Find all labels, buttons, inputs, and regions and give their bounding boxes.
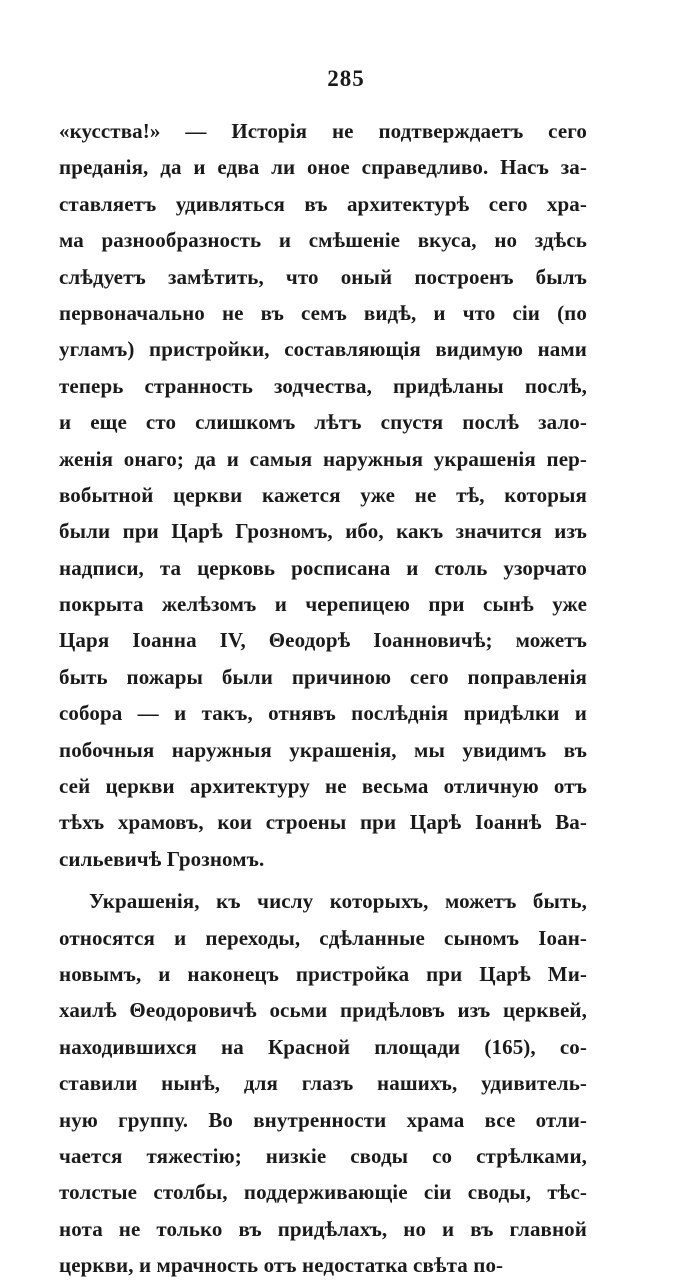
text-line: находившихся на Красной площади (165), со- <box>59 1034 587 1059</box>
text-line: относятся и переходы, сдѣланные сыномъ Іоан- <box>59 925 587 950</box>
text-line: побочныя наружныя украшенія, мы увидимъ въ <box>59 737 587 762</box>
text-line: женія онаго; да и самыя наружныя украшенія пер- <box>59 446 587 471</box>
text-line: толстые столбы, поддерживающіе сіи своды, тѣс- <box>59 1180 587 1205</box>
text-line: чается тяжестію; низкіе своды со стрѣлками, <box>59 1143 587 1168</box>
text-line: сильевичѣ Грозномъ. <box>59 846 265 871</box>
paragraph-1 <box>59 113 587 877</box>
text-line: быть пожары были причиною сего поправленія <box>59 664 587 689</box>
text-line: сей церкви архитектуру не весьма отличную отъ <box>59 774 587 799</box>
text-line: Царя Іоанна IV, Θеодорѣ Іоанновичѣ; можетъ <box>59 628 587 653</box>
text-line: теперь странность зодчества, придѣланы послѣ, <box>59 373 587 398</box>
text-line: «кусства!» — Исторія не подтверждаетъ сего <box>59 119 587 143</box>
text-line: тѣхъ храмовъ, кои строены при Царѣ Іоаннѣ Ва- <box>59 810 587 835</box>
paragraph-2 <box>59 883 587 1283</box>
text-line: первоначально не въ семъ видѣ, и что сіи (по <box>59 300 587 325</box>
text-line: слѣдуетъ замѣтить, что оный построенъ былъ <box>59 264 587 289</box>
text-line: ставили нынѣ, для глазъ нашихъ, удивитель- <box>59 1071 587 1096</box>
text-line: Украшенія, къ числу которыхъ, можетъ быть, <box>89 889 587 914</box>
text-line: ную группу. Во внутренности храма все отли- <box>59 1107 587 1132</box>
text-line: покрыта желѣзомъ и черепицею при сынѣ уже <box>59 592 587 617</box>
text-line: надписи, та церковь росписана и столь узорчато <box>59 555 587 580</box>
text-line: и еще сто слишкомъ лѣтъ спустя послѣ зало- <box>59 410 587 435</box>
text-line: нота не только въ придѣлахъ, но и въ главной <box>59 1216 587 1241</box>
text-line: вобытной церкви кажется уже не тѣ, которыя <box>59 482 587 507</box>
text-line: ставляетъ удивляться въ архитектурѣ сего хра- <box>59 191 587 216</box>
text-line: преданія, да и едва ли оное справедливо. Насъ за- <box>59 155 587 180</box>
text-line: новымъ, и наконецъ пристройка при Царѣ Ми- <box>59 961 587 986</box>
page-number: 285 <box>327 66 365 91</box>
text-line: собора — и такъ, отнявъ послѣднія придѣлки и <box>59 701 587 726</box>
text-line: угламъ) пристройки, составляющія видимую нами <box>59 337 587 362</box>
text-line: хаилѣ Θеодоровичѣ осьми придѣловъ изъ церквей, <box>59 998 587 1023</box>
text-line: церкви, и мрачность отъ недостатка свѣта по- <box>59 1253 504 1278</box>
body-text <box>59 113 587 1284</box>
text-line: ма разнообразность и смѣшеніе вкуса, но здѣсь <box>59 228 587 253</box>
text-line: были при Царѣ Грозномъ, ибо, какъ значится изъ <box>59 519 587 544</box>
